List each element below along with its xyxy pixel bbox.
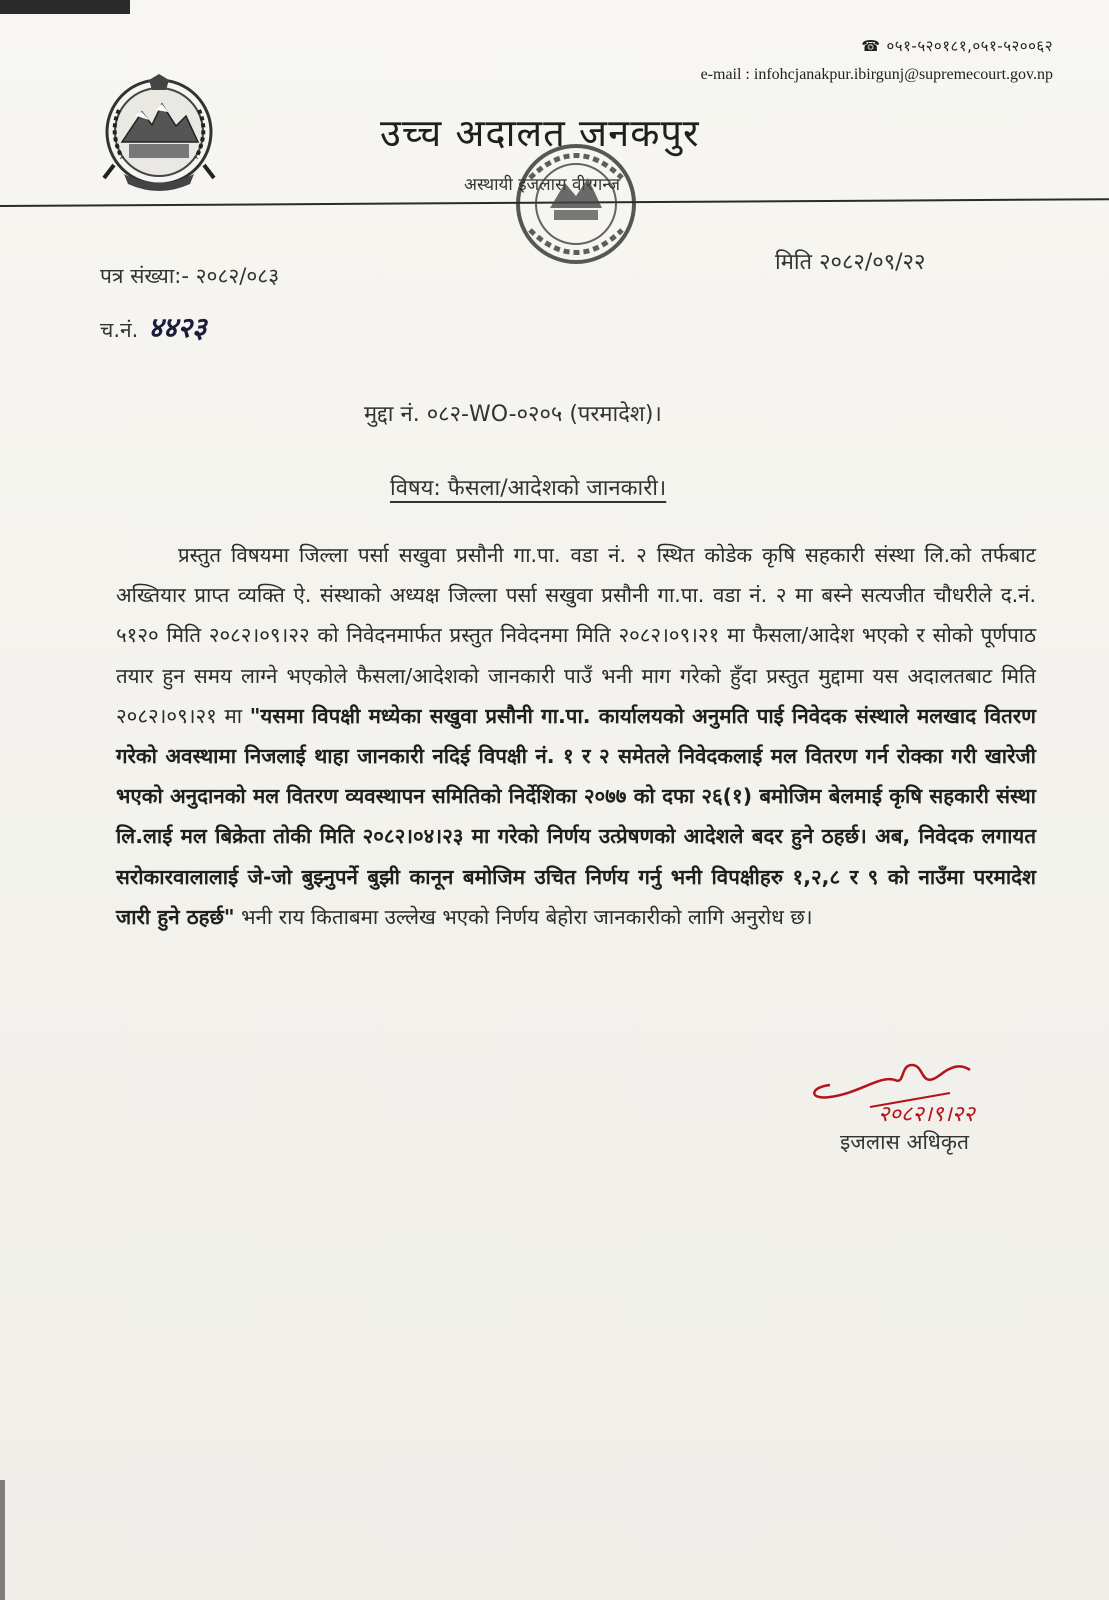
body-intro: प्रस्तुत विषयमा जिल्ला पर्सा सखुवा प्रसौनी गा.पा. वडा नं. २ स्थित कोडेक कृषि सहकारी संस्था लि.को तर्फबाट अख्तियार प्राप्त व्यक्ति ऐ. संस्थाको अध्यक्ष जिल्ला पर्सा सखुवा प्रसौनी गा.पा. वडा नं. २ मा बस्ने सत्यजीत चौधरीले द.नं. ५१२० मिति २०८२।०९।२२ को निवेदनमार्फत प्रस्तुत निवेदनमा मिति २०८२।०९।२१ मा फैसला/आदेश भएको र सोको पूर्णपाठ तयार हुन समय लाग्ने भएकोले फैसला/आदेशको जानकारी पाउँ भनी माग गरेको हुँदा प्रस्तुत मुद्दामा यस अदालतबाट मिति २०८२।०९।२१ मा: [116, 543, 1036, 728]
case-number: मुद्दा नं. ०८२-WO-०२०५ (परमादेश)।: [364, 402, 662, 427]
signature-handwritten: [800, 1045, 1050, 1130]
nepal-emblem-icon: [94, 70, 224, 200]
body-quoted-decision: "यसमा विपक्षी मध्येका सखुवा प्रसौनी गा.पा. कार्यालयको अनुमति पाई निवेदक संस्थाले मलखाद वितरण गरेको अवस्थामा निजलाई थाहा जानकारी नदिई विपक्षी नं. १ र २ समेतले निवेदकलाई मल वितरण गर्न रोक्का गरी खारेजी भएको अनुदानको मल वितरण व्यवस्थापन समितिको निर्देशिका २०७७ को दफा २६(१) बमोजिम बेलमाई कृषि सहकारी संस्था लि.लाई मल बिक्रेता तोकी मिति २०८२।०४।२३ मा गरेको निर्णय उत्प्रेषणको आदेशले बदर हुने ठहर्छ। अब, निवेदक लगायत सरोकारवालालाई जे-जो बुझ्नुपर्ने बुझी कानून बमोजिम उचित निर्णय गर्नु भनी विपक्षीहरु १,२,८ र ९ को नाउँमा परमादेश जारी हुने ठहर्छ": [116, 703, 1036, 929]
phone-numbers: ०५१-५२०१८१,०५१-५२००६२: [886, 37, 1053, 55]
dispatch-value-handwritten: ४४२३: [148, 311, 207, 344]
body-paragraph: [116, 535, 1036, 937]
email-address: e-mail : infohcjanakpur.ibirgunj@supremecourt.gov.np: [700, 66, 1053, 83]
scan-corner-shadow: [0, 0, 130, 14]
subject-line: विषय: फैसला/आदेशको जानकारी।: [390, 476, 667, 501]
letter-date: मिति २०८२/०९/२२: [775, 250, 926, 275]
letter-number: पत्र संख्या:- २०८२/०८३: [100, 264, 280, 288]
signatory-title: इजलास अधिकृत: [840, 1130, 969, 1154]
scan-edge-shadow: [0, 1480, 5, 1600]
letter-body: [116, 535, 1036, 937]
telephone-icon: ☎: [861, 37, 881, 55]
court-subtitle: अस्थायी इजलास वीरगन्ज: [464, 175, 621, 195]
court-seal-stamp-icon: [510, 138, 642, 270]
body-closing: भनी राय किताबमा उल्लेख भएको निर्णय बेहोरा जानकारीको लागि अनुरोध छ।: [234, 904, 813, 929]
phone-line: [861, 36, 1053, 56]
dispatch-label: च.नं.: [100, 318, 139, 342]
dispatch-number: [100, 308, 207, 346]
signature-date: २०८२।९।२२: [878, 1102, 975, 1127]
court-name: उच्च अदालत जनकपुर: [380, 111, 700, 155]
